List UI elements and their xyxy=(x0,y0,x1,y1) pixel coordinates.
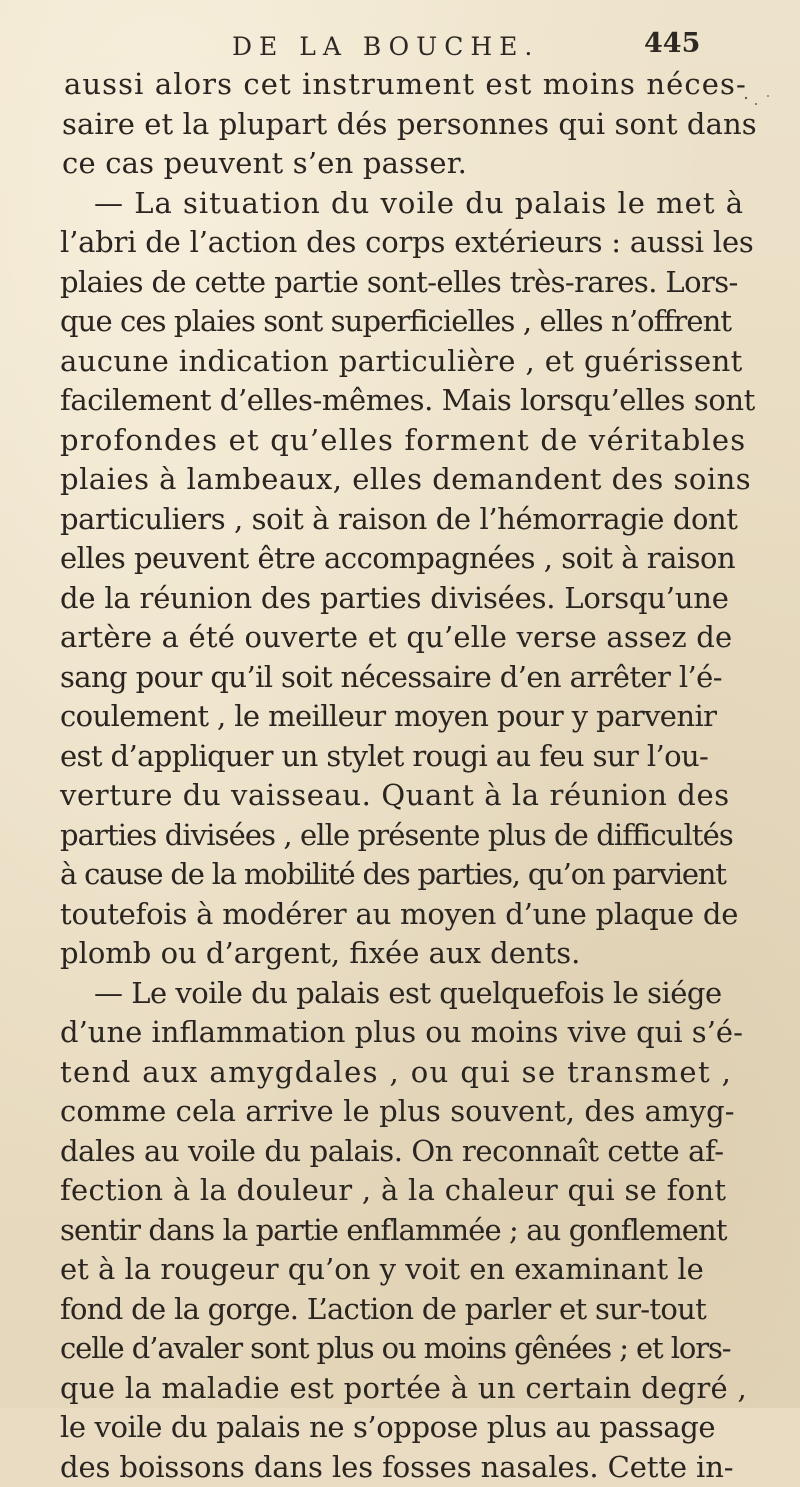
text-line xyxy=(0,815,800,855)
line-text: plaies à lambeaux, elles demandent des soins xyxy=(60,462,752,496)
line-text: sentir dans la partie enflammée ; au gonflement xyxy=(60,1212,727,1247)
text-line xyxy=(0,1249,800,1289)
line-text: particuliers , soit à raison de l’hémorragie dont xyxy=(60,501,738,536)
line-text: — La situation du voile du palais le met à xyxy=(94,185,745,220)
line-text: fond de la gorge. L’action de parler et sur-tout xyxy=(60,1291,707,1326)
line-text: des boissons dans les fosses nasales. Cette in- xyxy=(60,1449,734,1484)
text-line xyxy=(0,1447,800,1487)
line-text: à cause de la mobilité des parties, qu’on parvient xyxy=(60,857,726,891)
line-text: est d’appliquer un stylet rougi au feu sur l’ou- xyxy=(60,738,709,773)
line-text: plaies de cette partie sont-elles très-rares. Lors- xyxy=(60,264,738,299)
text-line xyxy=(0,420,800,460)
text-line xyxy=(0,1289,800,1329)
line-text: profondes et qu’elles forment de véritables xyxy=(60,422,747,457)
text-line xyxy=(0,1368,800,1408)
text-line xyxy=(0,538,800,578)
line-text: plomb ou d’argent, fixée aux dents. xyxy=(60,936,581,970)
line-text: dales au voile du palais. On reconnaît cette af- xyxy=(60,1133,724,1168)
line-text: comme cela arrive le plus souvent, des amyg- xyxy=(60,1094,735,1128)
line-text: et à la rougeur qu’on y voit en examinant le xyxy=(60,1252,704,1286)
line-text: elles peuvent être accompagnées , soit à raison xyxy=(60,541,736,575)
line-text: saire et la plupart dés personnes qui sont dans xyxy=(62,106,757,141)
text-line xyxy=(0,1091,800,1131)
text-line xyxy=(0,696,800,736)
line-text: aucune indication particulière , et guérissent xyxy=(60,343,743,378)
page-number: 445 xyxy=(644,28,701,59)
line-text: sang pour qu’il soit nécessaire d’en arrêter l’é- xyxy=(60,659,722,694)
running-head xyxy=(0,26,800,68)
line-text: coulement , le meilleur moyen pour y parvenir xyxy=(60,699,717,733)
line-text: parties divisées , elle présente plus de difficultés xyxy=(60,817,733,852)
line-text: que ces plaies sont superficielles , elles n’offrent xyxy=(60,304,732,338)
line-text: aussi alors cet instrument est moins néces- xyxy=(64,67,747,101)
text-line xyxy=(0,459,800,499)
line-text: verture du vaisseau. Quant à la réunion des xyxy=(60,778,730,812)
text-line xyxy=(0,143,800,183)
line-text: tend aux amygdales , ou qui se transmet , xyxy=(60,1054,733,1089)
text-line xyxy=(0,1012,800,1052)
text-line xyxy=(0,657,800,697)
line-text: facilement d’elles-mêmes. Mais lorsqu’elles sont xyxy=(60,383,755,417)
text-line xyxy=(0,380,800,420)
text-line xyxy=(0,1052,800,1092)
text-line xyxy=(0,1210,800,1250)
line-text: d’une inflammation plus ou moins vive qui s’é- xyxy=(60,1015,743,1049)
line-text: toutefois à modérer au moyen d’une plaque de xyxy=(60,896,739,931)
text-line xyxy=(0,1131,800,1171)
text-line xyxy=(0,933,800,973)
text-line xyxy=(0,301,800,341)
text-line xyxy=(0,578,800,618)
text-line xyxy=(0,854,800,894)
text-line xyxy=(0,262,800,302)
line-text: fection à la douleur , à la chaleur qui se font xyxy=(60,1173,727,1207)
text-line xyxy=(0,183,800,223)
line-text: — Le voile du palais est quelquefois le siége xyxy=(94,975,722,1010)
running-title: DE LA BOUCHE. xyxy=(232,32,540,61)
text-line xyxy=(0,894,800,934)
text-line xyxy=(0,617,800,657)
text-line xyxy=(0,64,800,104)
text-line xyxy=(0,973,800,1013)
line-text: celle d’avaler sont plus ou moins gênées ; et lors- xyxy=(60,1331,731,1365)
text-line xyxy=(0,222,800,262)
line-text: l’abri de l’action des corps extérieurs : aussi les xyxy=(60,225,754,259)
text-line xyxy=(0,341,800,381)
text-line xyxy=(0,499,800,539)
text-line xyxy=(0,1328,800,1368)
line-text: le voile du palais ne s’oppose plus au passage xyxy=(60,1410,716,1444)
line-text: artère a été ouverte et qu’elle verse assez de xyxy=(60,620,733,654)
text-line xyxy=(0,1170,800,1210)
text-line xyxy=(0,104,800,144)
text-line xyxy=(0,736,800,776)
text-line xyxy=(0,1407,800,1447)
line-text: de la réunion des parties divisées. Lorsqu’une xyxy=(60,580,729,615)
line-text: que la maladie est portée à un certain degré , xyxy=(60,1370,747,1405)
line-text: ce cas peuvent s’en passer. xyxy=(62,146,467,180)
text-line xyxy=(0,775,800,815)
